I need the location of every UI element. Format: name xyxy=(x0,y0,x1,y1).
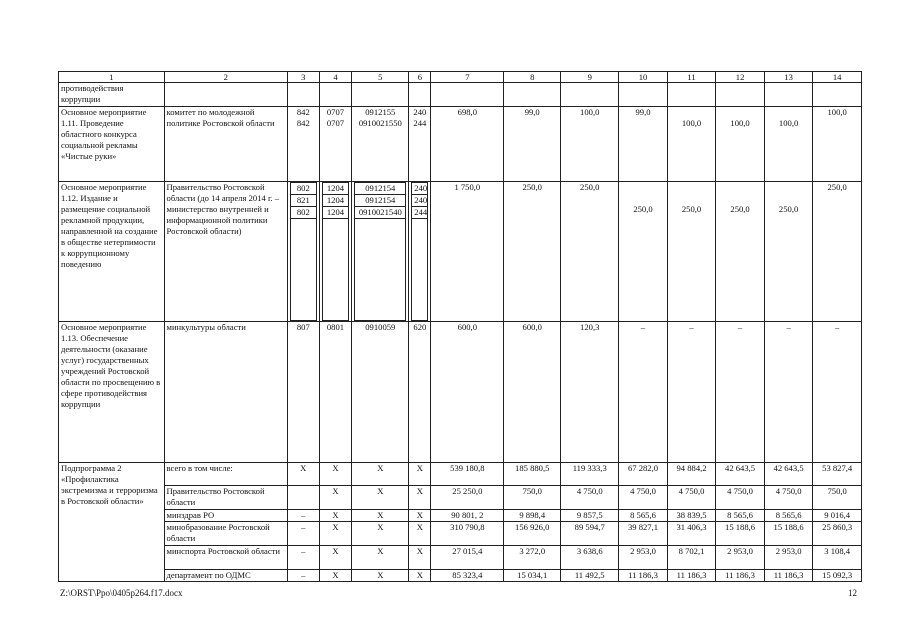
column-number: 4 xyxy=(319,72,352,83)
value-year: – xyxy=(619,321,668,462)
activity-name: Основное мероприятие 1.13. Обеспечение деятельности (оказание услуг) государственных учреждений Ростовской области по просвещению в сфере противодействия коррупции xyxy=(59,321,165,462)
target-article-code: X xyxy=(352,569,409,581)
value-year: 250,0 xyxy=(764,181,813,321)
column-number: 14 xyxy=(813,72,862,83)
value-year: 100,0 xyxy=(667,106,716,181)
section-code: X xyxy=(319,486,352,510)
value-year: 4 750,0 xyxy=(619,486,668,510)
column-number: 5 xyxy=(352,72,409,83)
expense-type-code: 620 xyxy=(409,321,431,462)
target-article-code: X xyxy=(352,486,409,510)
page-number: 12 xyxy=(848,588,857,598)
value-year: 600,0 xyxy=(504,321,561,462)
activity-name: Основное мероприятие 1.12. Издание и размещение социальной рекламной продукции, направленной на создание в обществе нетерпимости к коррупционному поведению xyxy=(59,181,165,321)
expense-type-code: X xyxy=(409,569,431,581)
value-year: 8 702,1 xyxy=(667,545,716,569)
value-year: 25 860,3 xyxy=(813,522,862,546)
value-year: 9 016,4 xyxy=(813,509,862,521)
target-article-code: 0910059 xyxy=(352,321,409,462)
executor: минспорта Ростовской области xyxy=(164,545,287,569)
table-row xyxy=(59,545,862,569)
value-year: 94 884,2 xyxy=(667,462,716,486)
value-year: 185 880,5 xyxy=(504,462,561,486)
value-year: 100,0 xyxy=(561,106,619,181)
value-year: 8 565,6 xyxy=(764,509,813,521)
value-year: – xyxy=(667,321,716,462)
value-year: 119 333,3 xyxy=(561,462,619,486)
value-year: 67 282,0 xyxy=(619,462,668,486)
target-article-code: 0912154 0912154 0910021540 xyxy=(352,181,409,321)
value-year: 89 594,7 xyxy=(561,522,619,546)
value-year: 100,0 xyxy=(716,106,765,181)
expense-type-code: X xyxy=(409,545,431,569)
value-year: 4 750,0 xyxy=(561,486,619,510)
value-year: 250,0 xyxy=(561,181,619,321)
executor: минздрав РО xyxy=(164,509,287,521)
column-number: 2 xyxy=(164,72,287,83)
section-code: 0801 xyxy=(319,321,352,462)
value-year: – xyxy=(813,321,862,462)
expense-type-code: X xyxy=(409,522,431,546)
value-year: 15 092,3 xyxy=(813,569,862,581)
table-row xyxy=(59,181,862,321)
column-number: 10 xyxy=(619,72,668,83)
section-code: X xyxy=(319,462,352,486)
value-year: 4 750,0 xyxy=(764,486,813,510)
executor: минобразование Ростовской области xyxy=(164,522,287,546)
value-total: 539 180,8 xyxy=(431,462,504,486)
table-row xyxy=(59,509,862,521)
column-number: 3 xyxy=(287,72,319,83)
value-year: – xyxy=(764,321,813,462)
grbs-code: – xyxy=(287,509,319,521)
activity-name: противодействия коррупции xyxy=(59,83,165,107)
value-total: 90 801, 2 xyxy=(431,509,504,521)
value-year: 39 827,1 xyxy=(619,522,668,546)
executor: минкультуры области xyxy=(164,321,287,462)
value-year: 250,0 xyxy=(504,181,561,321)
value-year: 100,0 xyxy=(813,106,862,181)
table-row xyxy=(59,462,862,486)
table-row xyxy=(59,321,862,462)
column-number-row xyxy=(59,72,862,83)
executor: всего в том числе: xyxy=(164,462,287,486)
value-year: 8 565,6 xyxy=(716,509,765,521)
column-number: 13 xyxy=(764,72,813,83)
target-article-code: X xyxy=(352,522,409,546)
value-year: 2 953,0 xyxy=(716,545,765,569)
value-year: 2 953,0 xyxy=(764,545,813,569)
value-year: 11 492,5 xyxy=(561,569,619,581)
grbs-code: – xyxy=(287,569,319,581)
expense-type-code: 240 244 xyxy=(409,106,431,181)
value-total: 698,0 xyxy=(431,106,504,181)
document-path: Z:\ORST\Ppo\0405p264.f17.docx xyxy=(60,588,183,598)
value-year: 250,0 xyxy=(619,181,668,321)
expense-type-code: X xyxy=(409,509,431,521)
value-year: 11 186,3 xyxy=(667,569,716,581)
value-year: 8 565,6 xyxy=(619,509,668,521)
value-total: 310 790,8 xyxy=(431,522,504,546)
value-year: 15 034,1 xyxy=(504,569,561,581)
value-year: 750,0 xyxy=(813,486,862,510)
column-number: 7 xyxy=(431,72,504,83)
value-year: 15 188,6 xyxy=(764,522,813,546)
value-year: 100,0 xyxy=(764,106,813,181)
value-year: 156 926,0 xyxy=(504,522,561,546)
column-number: 11 xyxy=(667,72,716,83)
column-number: 1 xyxy=(59,72,165,83)
grbs-code: X xyxy=(287,462,319,486)
activity-name: Основное мероприятие 1.11. Проведение областного конкурса социальной рекламы «Чистые руки» xyxy=(59,106,165,181)
target-article-code: 0912155 0910021550 xyxy=(352,106,409,181)
value-year: 2 953,0 xyxy=(619,545,668,569)
table-row xyxy=(59,569,862,581)
column-number: 8 xyxy=(504,72,561,83)
grbs-code: 842 842 xyxy=(287,106,319,181)
grbs-code: – xyxy=(287,545,319,569)
value-year: 11 186,3 xyxy=(764,569,813,581)
column-number: 12 xyxy=(716,72,765,83)
column-number: 9 xyxy=(561,72,619,83)
value-year: 42 643,5 xyxy=(764,462,813,486)
executor: Правительство Ростовской области xyxy=(164,486,287,510)
section-code: 1204 1204 1204 xyxy=(319,181,352,321)
value-year: 3 108,4 xyxy=(813,545,862,569)
grbs-code: – xyxy=(287,522,319,546)
value-year: 250,0 xyxy=(716,181,765,321)
value-year: 4 750,0 xyxy=(716,486,765,510)
column-number: 6 xyxy=(409,72,431,83)
value-total: 1 750,0 xyxy=(431,181,504,321)
value-year: 3 272,0 xyxy=(504,545,561,569)
value-year: 9 898,4 xyxy=(504,509,561,521)
value-year: 15 188,6 xyxy=(716,522,765,546)
value-year: 250,0 xyxy=(813,181,862,321)
grbs-code xyxy=(287,486,319,510)
section-code: 0707 0707 xyxy=(319,106,352,181)
expense-type-code: 240 240 244 xyxy=(409,181,431,321)
section-code: X xyxy=(319,569,352,581)
executor: Правительство Ростовской области (до 14 апреля 2014 г. – министерство внутренней и информационной политики Ростовской области) xyxy=(164,181,287,321)
subprogram-name: Подпрограмма 2 «Профилактика экстремизма и терроризма в Ростовской области» xyxy=(59,462,165,581)
table-row xyxy=(59,486,862,510)
grbs-code: 802 821 802 xyxy=(287,181,319,321)
value-year: 99,0 xyxy=(619,106,668,181)
table-row xyxy=(59,522,862,546)
expense-type-code: X xyxy=(409,462,431,486)
value-year: 3 638,6 xyxy=(561,545,619,569)
target-article-code: X xyxy=(352,509,409,521)
value-year: 42 643,5 xyxy=(716,462,765,486)
value-year: 4 750,0 xyxy=(667,486,716,510)
expense-type-code: X xyxy=(409,486,431,510)
executor: департамент по ОДМС xyxy=(164,569,287,581)
value-year: 11 186,3 xyxy=(619,569,668,581)
grbs-code: 807 xyxy=(287,321,319,462)
table-row xyxy=(59,83,862,107)
target-article-code: X xyxy=(352,545,409,569)
value-total: 25 250,0 xyxy=(431,486,504,510)
section-code: X xyxy=(319,509,352,521)
value-year: 38 839,5 xyxy=(667,509,716,521)
value-year: 31 406,3 xyxy=(667,522,716,546)
value-year: 11 186,3 xyxy=(716,569,765,581)
executor: комитет по молодежной политике Ростовской области xyxy=(164,106,287,181)
budget-table xyxy=(58,71,862,582)
section-code: X xyxy=(319,545,352,569)
target-article-code: X xyxy=(352,462,409,486)
value-year: 99,0 xyxy=(504,106,561,181)
value-year: 250,0 xyxy=(667,181,716,321)
value-year: 9 857,5 xyxy=(561,509,619,521)
section-code: X xyxy=(319,522,352,546)
value-year: 53 827,4 xyxy=(813,462,862,486)
value-total: 85 323,4 xyxy=(431,569,504,581)
value-year: – xyxy=(716,321,765,462)
value-year: 120,3 xyxy=(561,321,619,462)
value-total: 600,0 xyxy=(431,321,504,462)
table-row xyxy=(59,106,862,181)
value-year: 750,0 xyxy=(504,486,561,510)
value-total: 27 015,4 xyxy=(431,545,504,569)
